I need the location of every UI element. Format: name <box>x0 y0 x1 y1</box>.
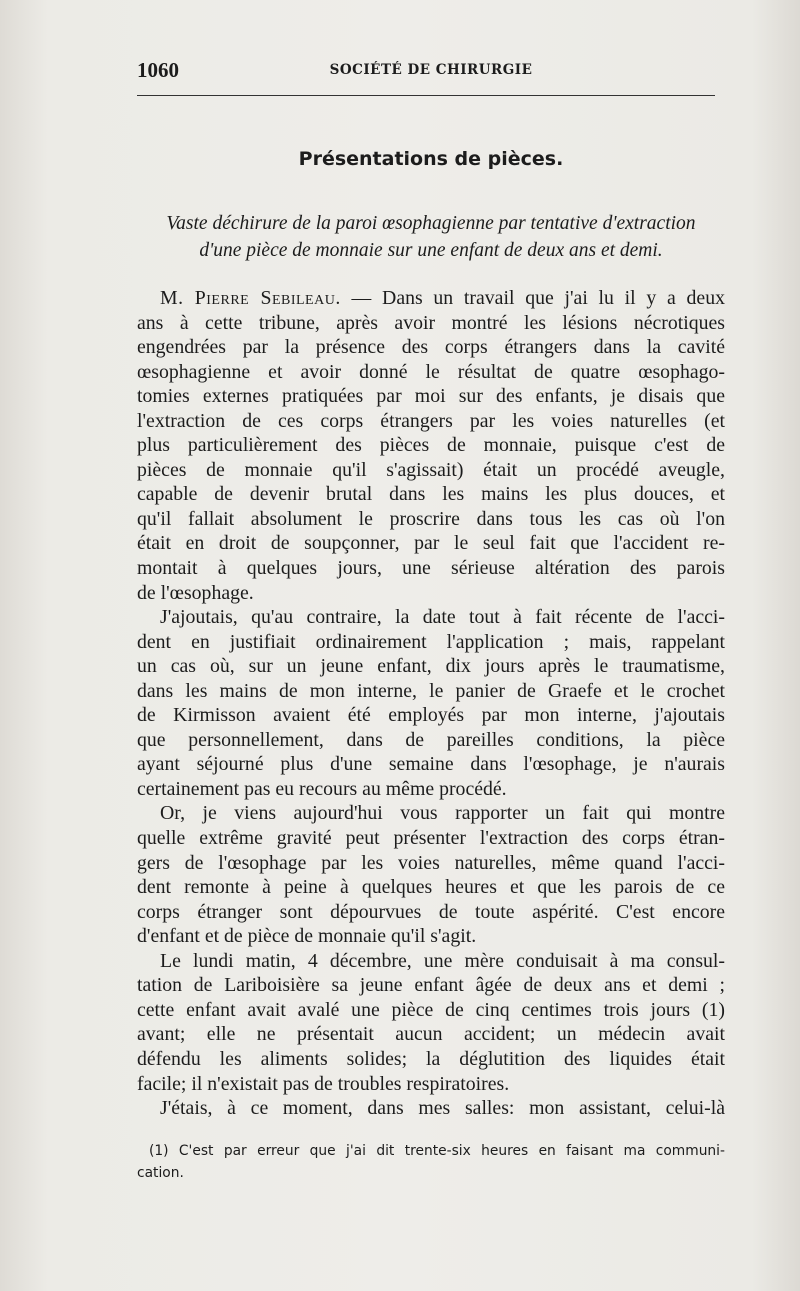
body-line: de l'œsophage. <box>137 581 254 604</box>
body-line: dent en justifiait ordinairement l'application ; mais, rappelant <box>137 630 725 653</box>
speaker-name: M. Pierre Sebileau. <box>160 287 341 309</box>
body-line: montait à quelques jours, une sérieuse altération des parois <box>137 557 725 580</box>
body-line: qu'il fallait absolument le proscrire dans tous les cas où l'on <box>137 507 725 530</box>
subtitle-line: d'une pièce de monnaie sur une enfant de deux ans et demi. <box>199 240 663 261</box>
body-line: facile; il n'existait pas de troubles respiratoires. <box>137 1072 510 1095</box>
body-line: Le lundi matin, 4 décembre, une mère conduisait à ma consul- <box>160 949 725 972</box>
header-rule <box>137 95 715 96</box>
footnote-line: (1) C'est par erreur que j'ai dit trente-six heures en faisant ma communi- <box>149 1143 725 1159</box>
journal-title: SOCIÉTÉ DE CHIRURGIE <box>329 62 533 78</box>
body-line: cette enfant avait avalé une pièce de cinq centimes trois jours (1) <box>137 998 725 1021</box>
body-line: tomies externes pratiquées par moi sur des enfants, je disais que <box>137 385 725 408</box>
body-line: d'enfant et de pièce de monnaie qu'il s'agit. <box>137 925 477 948</box>
body-line: dans les mains de mon interne, le panier de Graefe et le crochet <box>137 679 725 702</box>
body-line <box>137 286 725 311</box>
body-line: dent remonte à peine à quelques heures et que les parois de ce <box>137 876 725 899</box>
footnote <box>137 1140 725 1184</box>
body-line: corps étranger sont dépourvues de toute aspérité. C'est encore <box>137 900 725 923</box>
body-line: œsophagienne et avoir donné le résultat de quatre œsophago- <box>137 360 725 383</box>
body-line: tation de Lariboisière sa jeune enfant âgée de deux ans et demi ; <box>137 974 725 997</box>
body-line: J'étais, à ce moment, dans mes salles: mon assistant, celui-là <box>160 1097 725 1120</box>
body-line: engendrées par la présence des corps étrangers dans la cavité <box>137 336 725 359</box>
subtitle-line: Vaste déchirure de la paroi œsophagienne par tentative d'extraction <box>166 213 696 234</box>
body-line: ans à cette tribune, après avoir montré les lésions nécrotiques <box>137 311 725 334</box>
body-line: que personnellement, dans de pareilles conditions, la pièce <box>137 728 725 751</box>
body-line: avant; elle ne présentait aucun accident; un médecin avait <box>137 1023 725 1046</box>
footnote-line: cation. <box>137 1165 184 1181</box>
body-line: de Kirmisson avaient été employés par mon interne, j'ajoutais <box>137 704 725 727</box>
body-line: quelle extrême gravité peut présenter l'extraction des corps étran- <box>137 827 725 850</box>
page-number: 1060 <box>137 58 179 82</box>
body-line: un cas où, sur un jeune enfant, dix jours après le traumatisme, <box>137 655 725 678</box>
body-line: Or, je viens aujourd'hui vous rapporter un fait qui montre <box>160 802 725 825</box>
body-line: gers de l'œsophage par les voies naturelles, même quand l'acci- <box>137 851 725 874</box>
body-line: l'extraction de ces corps étrangers par les voies naturelles (et <box>137 409 725 432</box>
body-line: certainement pas eu recours au même procédé. <box>137 777 507 800</box>
body-line: était en droit de soupçonner, par le seul fait que l'accident re- <box>137 532 725 555</box>
article-subtitle <box>137 210 725 264</box>
running-head <box>137 58 725 84</box>
body-line: J'ajoutais, qu'au contraire, la date tout à fait récente de l'acci- <box>160 606 725 629</box>
body-line: ayant séjourné plus d'une semaine dans l'œsophage, je n'aurais <box>137 753 725 776</box>
body-line-text: — Dans un travail que j'ai lu il y a deux <box>340 287 725 309</box>
body-line: capable de devenir brutal dans les mains les plus douces, et <box>137 483 725 506</box>
body-line: défendu les aliments solides; la déglutition des liquides était <box>137 1047 725 1070</box>
body-line: plus particulièrement des pièces de monnaie, puisque c'est de <box>137 434 725 457</box>
body-line: pièces de monnaie qu'il s'agissait) était un procédé aveugle, <box>137 458 725 481</box>
body-text <box>137 286 725 1121</box>
section-title: Présentations de pièces. <box>298 148 564 170</box>
